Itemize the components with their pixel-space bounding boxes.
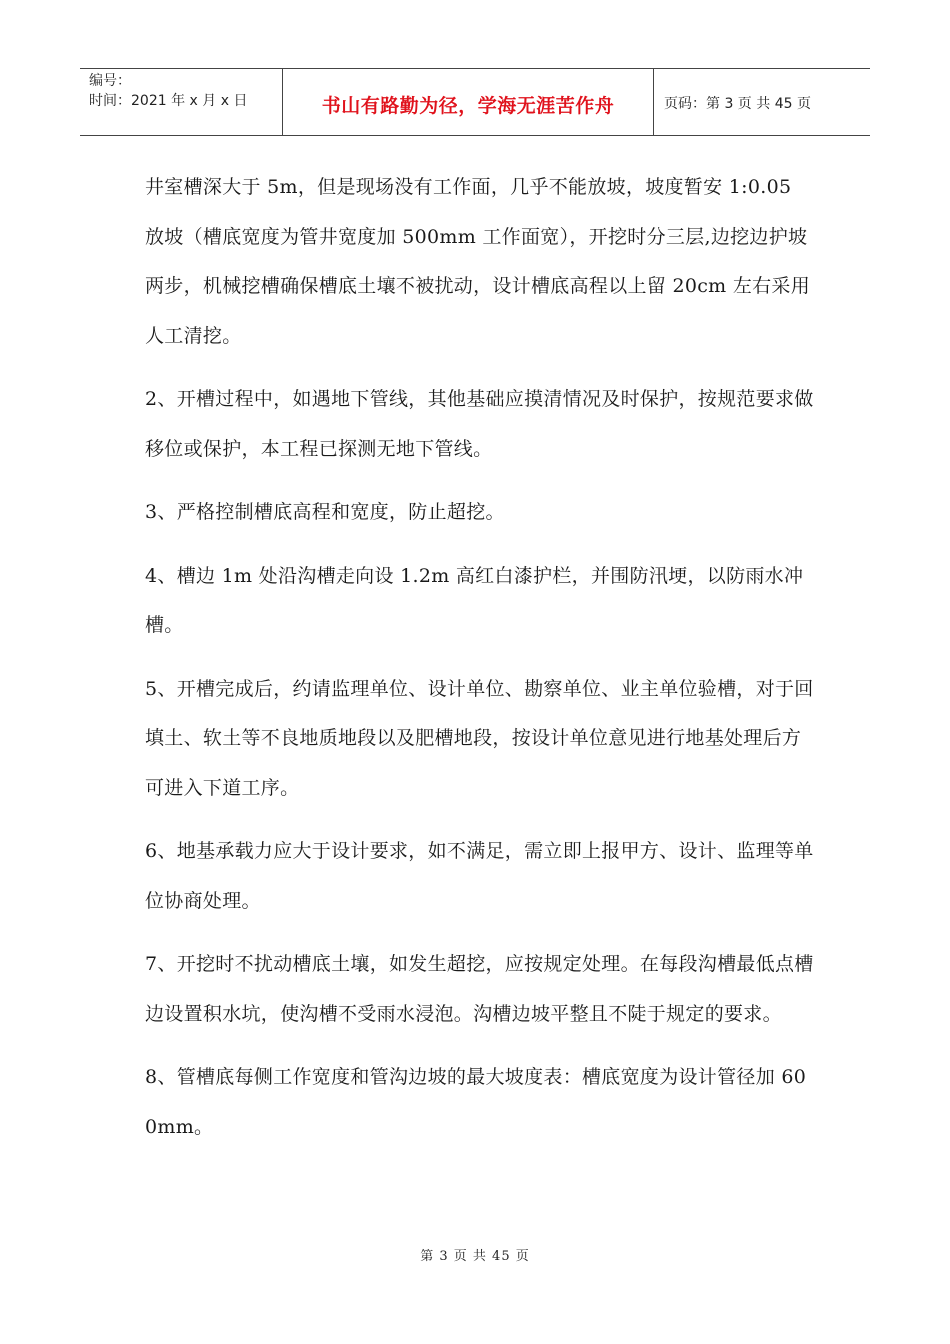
document-date: 时间：2021 年 x 月 x 日 bbox=[89, 93, 248, 109]
paragraph-7: 7、开挖时不扰动槽底土壤，如发生超挖，应按规定处理。在每段沟槽最低点槽边设置积水坑，使沟槽不受雨水浸泡。沟槽边坡平整且不陡于规定的要求。 bbox=[145, 953, 814, 1025]
header-motto: 书山有路勤为径，学海无涯苦作舟 bbox=[283, 69, 654, 135]
paragraph-3: 3、严格控制槽底高程和宽度，防止超挖。 bbox=[145, 501, 505, 523]
paragraph-4: 4、槽边 1m 处沿沟槽走向设 1.2m 高红白漆护栏，并围防汛埂，以防雨水冲槽。 bbox=[145, 564, 804, 636]
paragraph-1: 井室槽深大于 5m，但是现场没有工作面，几乎不能放坡，坡度暂安 1:0.05 放坡（槽底宽度为管井宽度加 500mm 工作面宽），开挖时分三层,边挖边护坡两步，机械挖槽确保槽底土壤不被扰动，设计槽底高程以上留 20cm 左右采用人工清挖。 bbox=[145, 176, 811, 347]
document-body bbox=[145, 163, 817, 1166]
document-number-label: 编号： bbox=[89, 73, 131, 89]
page-header bbox=[80, 68, 870, 136]
paragraph-2: 2、开槽过程中，如遇地下管线，其他基础应摸清情况及时保护，按规范要求做移位或保护，本工程已探测无地下管线。 bbox=[145, 388, 814, 460]
page-footer: 第 3 页 共 45 页 bbox=[420, 1249, 530, 1264]
paragraph-8: 8、管槽底每侧工作宽度和管沟边坡的最大坡度表：槽底宽度为设计管径加 600mm。 bbox=[145, 1066, 807, 1138]
paragraph-6: 6、地基承载力应大于设计要求，如不满足，需立即上报甲方、设计、监理等单位协商处理。 bbox=[145, 840, 814, 912]
paragraph-5: 5、开槽完成后，约请监理单位、设计单位、勘察单位、业主单位验槽，对于回填土、软土等不良地质地段以及肥槽地段，按设计单位意见进行地基处理后方可进入下道工序。 bbox=[145, 677, 814, 799]
header-meta bbox=[80, 69, 283, 135]
header-page-info: 页码：第 3 页 共 45 页 bbox=[664, 96, 811, 112]
